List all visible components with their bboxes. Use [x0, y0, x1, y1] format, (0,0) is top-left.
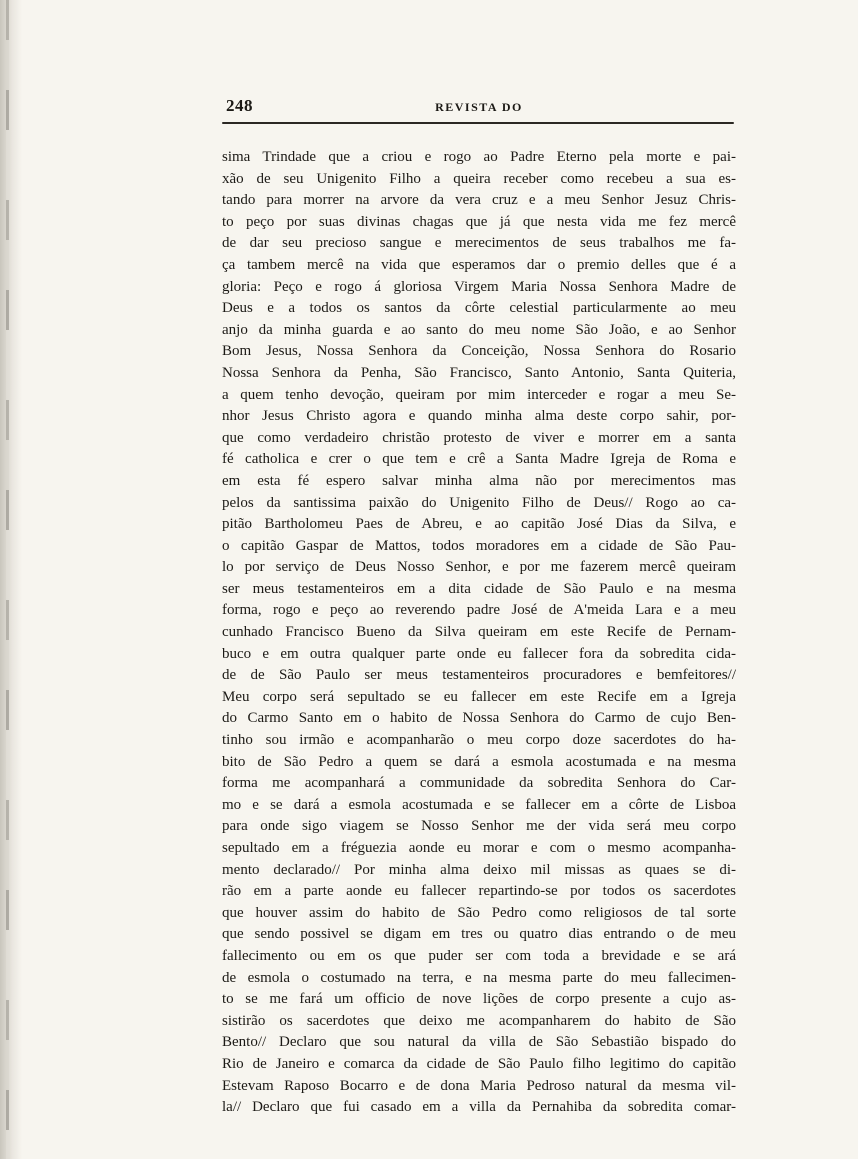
text-line: do Carmo Santo em o habito de Nossa Senhora do Carmo de cujo Ben- [222, 710, 736, 727]
text-line: ser meus testamenteiros em a dita cidade de São Paulo e na mesma [222, 580, 736, 597]
text-line: anjo da minha guarda e ao santo do meu nome São João, e ao Senhor [222, 321, 736, 338]
text-line: tando para morrer na arvore da vera cruz e a meu Senhor Jesuz Chris- [222, 192, 736, 209]
text-line: mo e se dará a esmola acostumada e se fallecer em a côrte de Lisboa [222, 796, 736, 813]
text-line: Deus e a todos os santos da côrte celestial particularmente ao meu [222, 300, 736, 317]
text-line: sepultado em a fréguezia aonde eu morar e com o mesmo acompanha- [222, 840, 736, 856]
text-line: Bento// Declaro que sou natural da villa de São Sebastião bispado do [222, 1034, 736, 1051]
running-title: REVISTA DO [435, 100, 523, 114]
text-line: to se me fará um officio de nove lições de corpo presente a cujo as- [222, 991, 736, 1008]
text-line: Rio de Janeiro e comarca da cidade de São Paulo filho legitimo do capitão [222, 1055, 736, 1072]
text-line: de dar seu precioso sangue e merecimentos de seus trabalhos me fa- [222, 235, 736, 252]
page-number: 248 [226, 96, 253, 115]
scan-page-edge [0, 0, 22, 1159]
text-line: Bom Jesus, Nossa Senhora da Conceição, Nossa Senhora do Rosario [222, 343, 736, 360]
text-line: pitão Bartholomeu Paes de Abreu, e ao capitão José Dias da Silva, e [222, 516, 736, 533]
text-line: de de São Paulo ser meus testamenteiros procuradores e bemfeitores// [222, 667, 736, 684]
text-line: o capitão Gaspar de Mattos, todos moradores em a cidade de São Pau- [222, 537, 736, 554]
text-line: bito de São Pedro a quem se dará a esmola acostumada e na mesma [222, 753, 736, 770]
text-line: to peço por suas divinas chagas que já que nesta vida me fez mercê [222, 213, 736, 230]
text-line: ça tambem mercê na vida que esperamos dar o premio delles que é a [222, 256, 736, 273]
body-text [222, 147, 736, 1119]
text-line: que houver assim do habito de São Pedro como religiosos de tal sorte [222, 904, 736, 921]
text-line: em esta fé espero salvar minha alma não por merecimentos mas [222, 472, 736, 489]
text-line: sistirão os sacerdotes que deixo me acompanharem do habito de São [222, 1012, 736, 1029]
text-line: cunhado Francisco Bueno da Silva queiram em este Recife de Pernam- [222, 624, 736, 641]
text-line: lo por serviço de Deus Nosso Senhor, e por me fazerem mercê queiram [222, 559, 736, 576]
text-line: la// Declaro que fui casado em a villa da Pernahiba da sobredita comar- [222, 1099, 736, 1116]
text-line: buco e em outra qualquer parte onde eu fallecer fora da sobredita cida- [222, 645, 736, 662]
text-line: pelos da santissima paixão do Unigenito Filho de Deus// Rogo ao ca- [222, 494, 736, 511]
text-line: Estevam Raposo Bocarro e de dona Maria Pedroso natural da mesma vil- [222, 1077, 736, 1094]
text-line: fallecimento ou em os que puder ser com toda a brevidade e se ará [222, 947, 736, 964]
text-line: xão de seu Unigenito Filho a queira receber como recebeu a sua es- [222, 170, 736, 187]
text-line: forma, rogo e peço ao reverendo padre José de A'meida Lara e a meu [222, 602, 736, 619]
text-line: de esmola o costumado na terra, e na mesma parte do meu fallecimen- [222, 969, 736, 986]
text-line: gloria: Peço e rogo á gloriosa Virgem Maria Nossa Senhora Madre de [222, 278, 736, 295]
text-line: nhor Jesus Christo agora e quando minha alma deste corpo sahir, por- [222, 408, 736, 425]
text-line: tinho sou irmão e acompanharão o meu corpo doze sacerdotes do ha- [222, 732, 736, 749]
text-line: Nossa Senhora da Penha, São Francisco, Santo Antonio, Santa Quiteria, [222, 364, 736, 381]
text-line: Meu corpo será sepultado se eu fallecer em este Recife em a Igreja [222, 688, 736, 705]
text-line: rão em a parte aonde eu fallecer repartindo-se por todos os sacerdotes [222, 883, 736, 900]
text-line: que como verdadeiro christão protesto de viver e morrer em a santa [222, 429, 736, 446]
text-line: sima Trindade que a criou e rogo ao Padre Eterno pela morte e pai- [222, 149, 736, 165]
running-header [222, 96, 736, 118]
text-line: para onde sigo viagem se Nosso Senhor me der vida será meu corpo [222, 818, 736, 835]
text-line: mento declarado// Por minha alma deixo mil missas as quaes se di- [222, 861, 736, 878]
text-line: fé catholica e crer o que tem e crê a Santa Madre Igreja de Roma e [222, 451, 736, 468]
text-line: a quem tenho devoção, queiram por mim interceder e rogar a meu Se- [222, 386, 736, 403]
text-line: que sendo possivel se digam em tres ou quatro dias entrando o de meu [222, 926, 736, 943]
text-line: forma me acompanhará a communidade da sobredita Senhora do Car- [222, 775, 736, 792]
book-page [222, 96, 736, 1119]
header-rule [222, 122, 734, 124]
